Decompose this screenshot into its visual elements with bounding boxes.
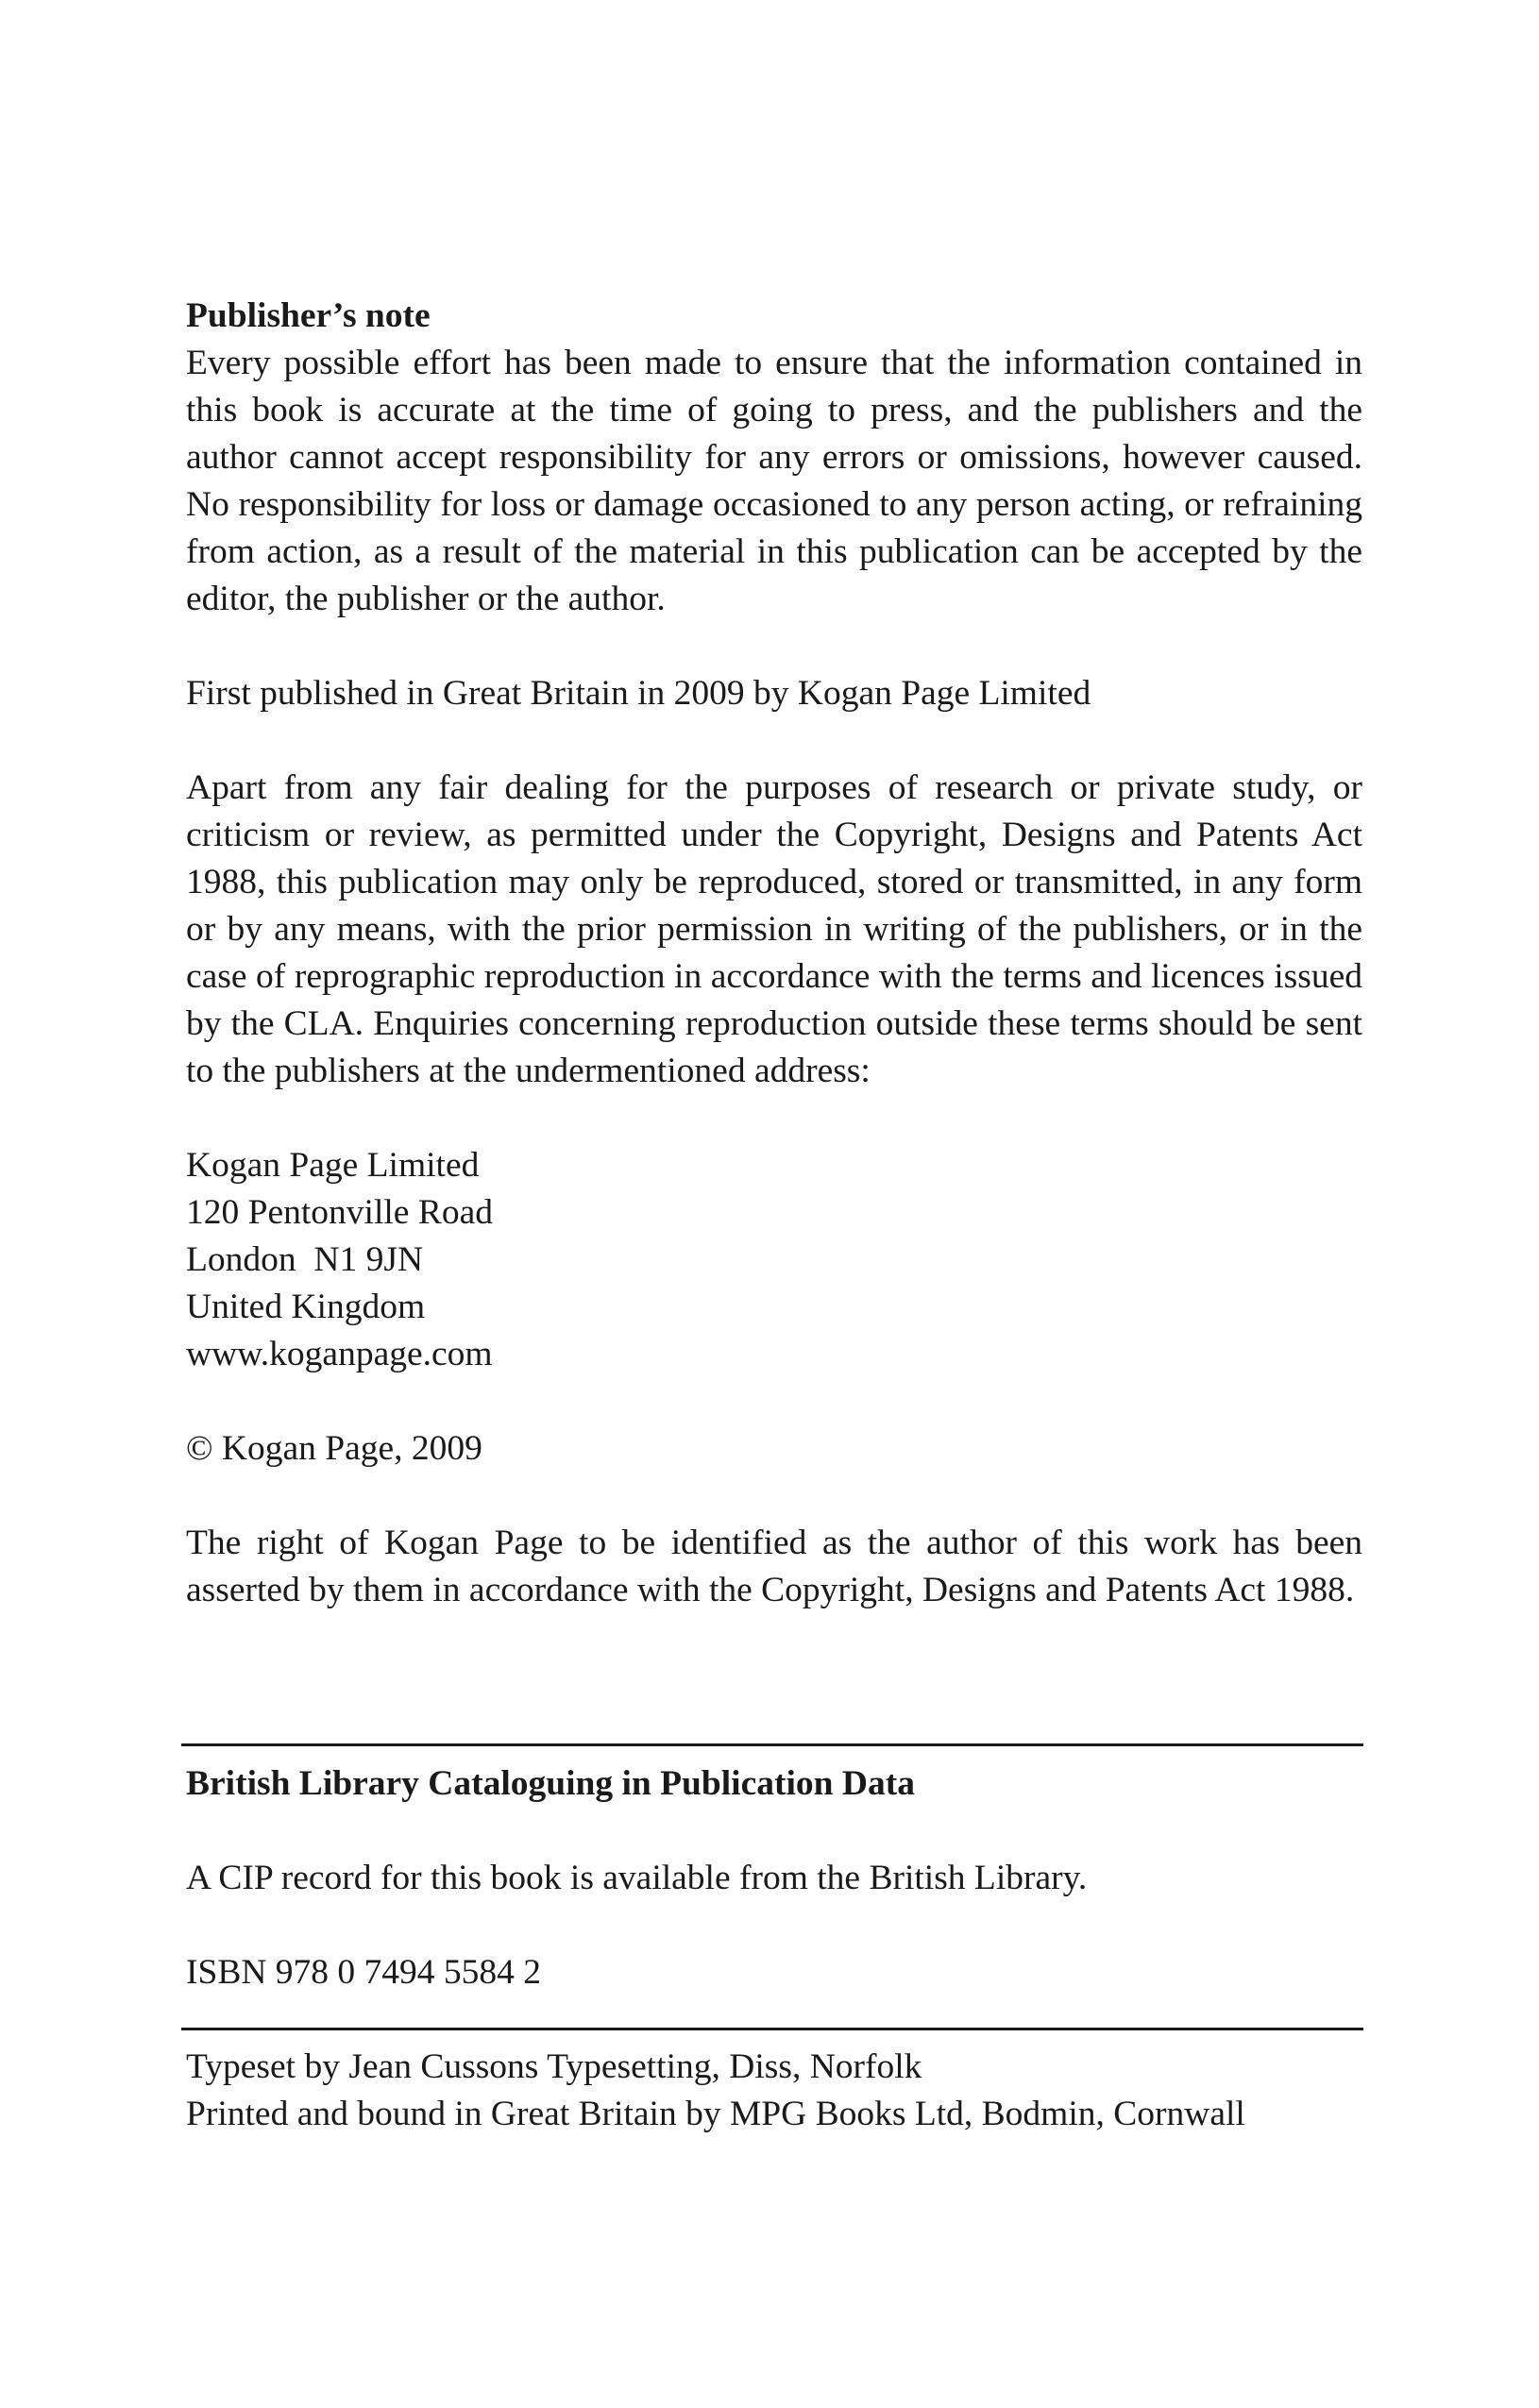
rights-statement: The right of Kogan Page to be identified as the author of this work has been asserted by them in accordance with the Copyright, Designs and Patents Act 1988. [186, 1524, 1362, 1609]
copyright-notice: Apart from any fair dealing for the purposes of research or private study, or criticism or review, as permitted under the Copyright, Designs and Patents Act 1988, this publication may only be reproduced, stored or transmitted, in any form or by any means, with the prior permission in writing of the publishers, or in the case of reprographic reproduction in accordance with the terms and licences issued by the CLA. Enquiries concerning reproduction outside these terms should be sent to the publishers at the undermentioned address: [186, 768, 1362, 1090]
page-content [186, 293, 1362, 1614]
isbn: ISBN 978 0 7494 5584 2 [186, 1953, 542, 1992]
credits-section [186, 2044, 1362, 2138]
cip-section [186, 1760, 1362, 1996]
copyright-line: © Kogan Page, 2009 [186, 1429, 482, 1468]
cip-heading: British Library Cataloguing in Publication Data [186, 1764, 915, 1803]
publisher-address [186, 1142, 1362, 1378]
address-country: United Kingdom [186, 1288, 426, 1326]
typeset-credit: Typeset by Jean Cussons Typesetting, Diss, Norfolk [186, 2047, 922, 2086]
printed-credit: Printed and bound in Great Britain by MPG Books Ltd, Bodmin, Cornwall [186, 2095, 1245, 2133]
address-name: Kogan Page Limited [186, 1146, 480, 1185]
publishers-note-heading: Publisher’s note [186, 296, 431, 335]
address-city: London N1 9JN [186, 1240, 424, 1279]
address-website: www.koganpage.com [186, 1335, 493, 1373]
divider-bottom [181, 2028, 1363, 2030]
publishers-note-body: Every possible effort has been made to ensure that the information contained in this book is accurate at the time of going to press, and the publishers and the author cannot accept responsibility for any errors or omissions, however caused. No responsibility for loss or damage occasioned to any person acting, or refraining from action, as a result of the material in this publication can be accepted by the editor, the publisher or the author. [186, 344, 1362, 618]
divider-top [181, 1743, 1363, 1746]
cip-record: A CIP record for this book is available from the British Library. [186, 1859, 1088, 1897]
first-published-line: First published in Great Britain in 2009 by Kogan Page Limited [186, 674, 1091, 713]
address-street: 120 Pentonville Road [186, 1193, 493, 1232]
